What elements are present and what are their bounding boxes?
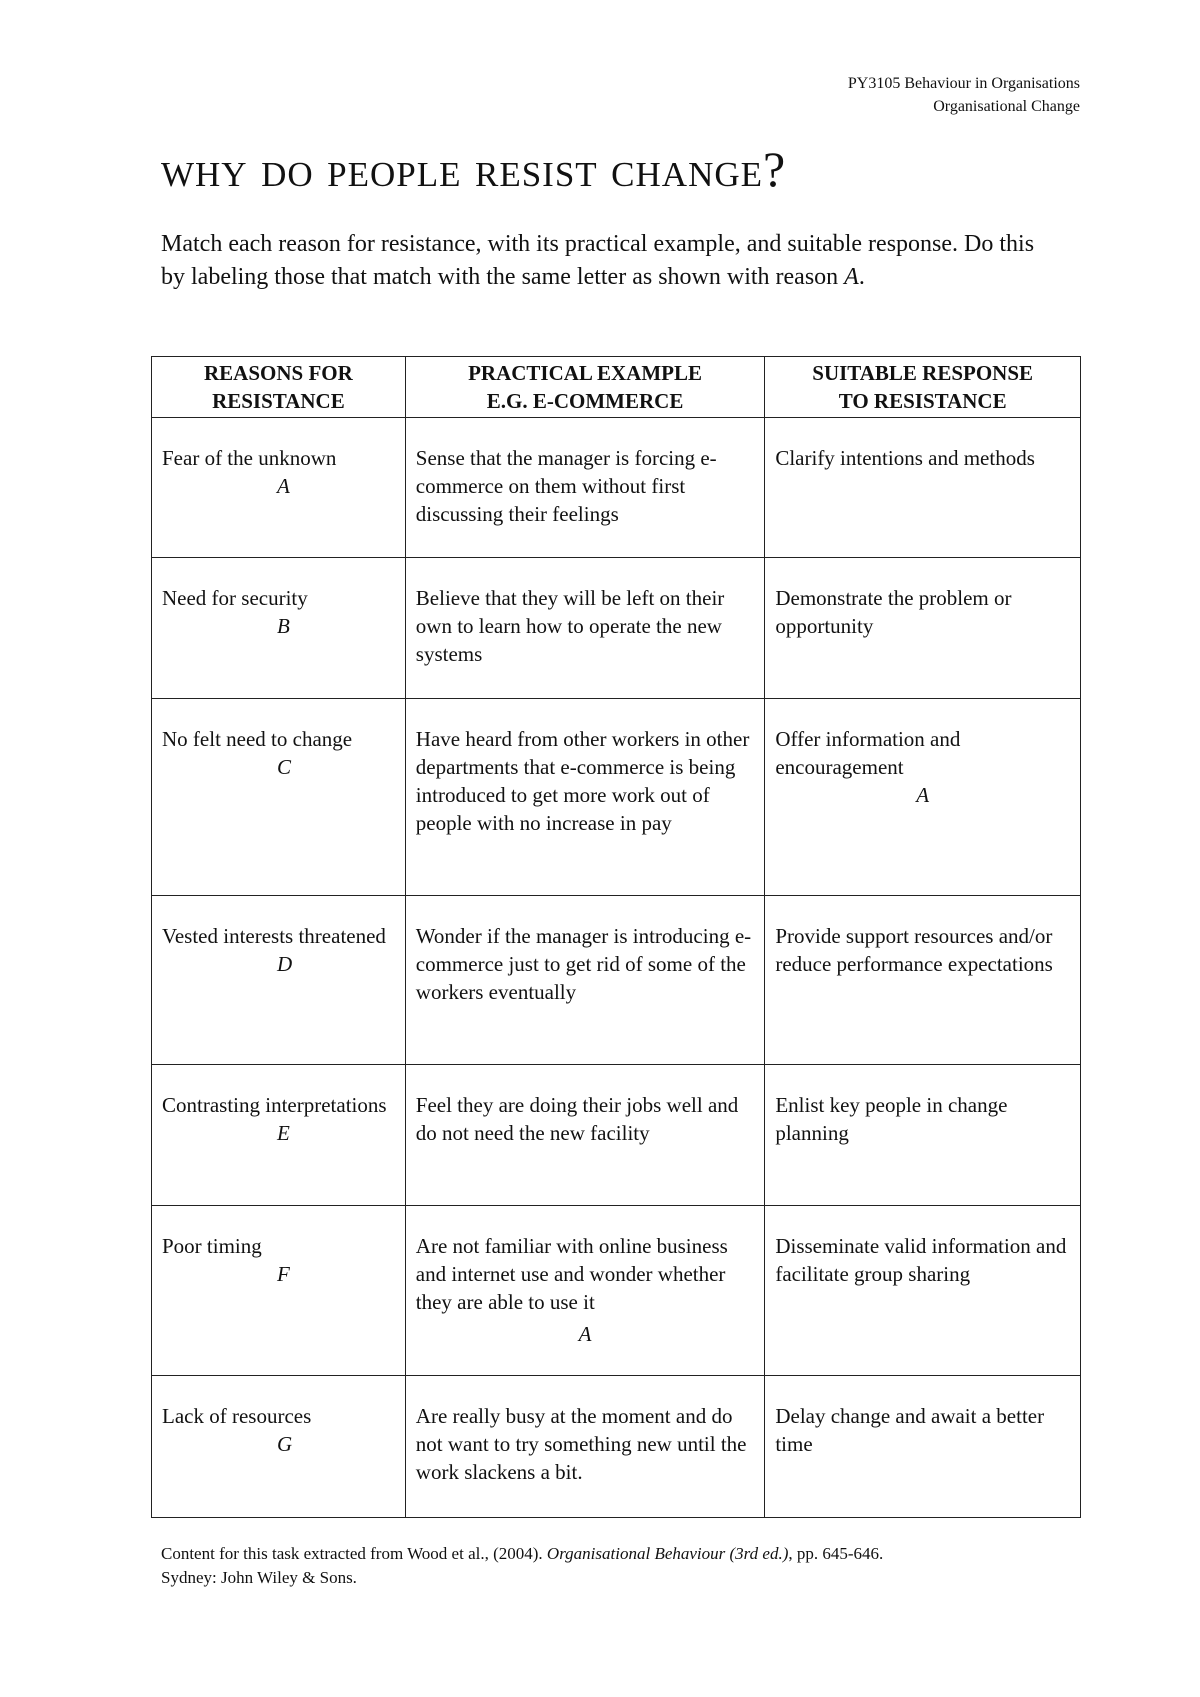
example-cell: [405, 558, 765, 699]
reason-letter: C: [277, 755, 292, 779]
example-text: Feel they are doing their jobs well and do not need the new facility: [415, 1093, 739, 1145]
table-row: [152, 1206, 1081, 1376]
citation-prefix: Content for this task extracted from Wood et al., (2004).: [161, 1544, 547, 1563]
reason-letter: G: [277, 1432, 293, 1456]
header-response: [765, 357, 1081, 418]
example-cell: [405, 1065, 765, 1206]
table-row: [152, 418, 1081, 558]
citation-footer: [161, 1542, 1061, 1590]
table-row: [152, 558, 1081, 699]
example-cell: [405, 418, 765, 558]
reason-cell: [152, 418, 406, 558]
example-text: Have heard from other workers in other departments that e-commerce is being introduced to get more work out of people with no increase in pay: [415, 727, 750, 835]
instructions-end: .: [858, 264, 865, 290]
response-text: Offer information and encouragement: [775, 727, 961, 779]
reason-cell: [152, 558, 406, 699]
course-name: PY3105 Behaviour in Organisations: [847, 75, 1080, 92]
response-cell: [765, 1065, 1081, 1206]
citation-line1: [161, 1542, 1061, 1566]
header-response-line1: SUITABLE RESPONSE: [812, 361, 1034, 385]
reason-letter: F: [277, 1262, 290, 1286]
reason-letter: B: [277, 614, 290, 638]
table-header-row: [152, 357, 1081, 418]
header-example-line2: E.G. E-COMMERCE: [486, 389, 684, 413]
table-row: [152, 1376, 1081, 1518]
response-cell: [765, 1376, 1081, 1518]
reason-text: Lack of resources: [162, 1404, 312, 1428]
page-title: why do people resist change?: [161, 141, 787, 197]
header-example: [405, 357, 765, 418]
matching-table: [151, 356, 1081, 1518]
response-letter: A: [916, 783, 930, 807]
response-text: Enlist key people in change planning: [775, 1093, 1008, 1145]
reason-cell: [152, 1376, 406, 1518]
reason-text: Fear of the unknown: [162, 446, 337, 470]
reason-cell: [152, 1065, 406, 1206]
example-cell: [405, 1206, 765, 1376]
example-text: Wonder if the manager is introducing e-commerce just to get rid of some of the workers eventually: [415, 924, 752, 1004]
example-text: Are really busy at the moment and do not want to try something new until the work slackens a bit.: [415, 1404, 747, 1484]
table-row: [152, 699, 1081, 896]
course-topic: Organisational Change: [933, 98, 1080, 115]
response-text: Provide support resources and/or reduce performance expectations: [775, 924, 1053, 976]
table-row: [152, 896, 1081, 1065]
reason-cell: [152, 699, 406, 896]
document-header: [848, 72, 1080, 118]
header-reasons-line1: REASONS FOR: [204, 361, 353, 385]
response-cell: [765, 1206, 1081, 1376]
citation-book: Organisational Behaviour (3rd ed.): [546, 1544, 789, 1563]
reason-text: No felt need to change: [162, 727, 353, 751]
response-cell: [765, 418, 1081, 558]
header-example-line1: PRACTICAL EXAMPLE: [468, 361, 703, 385]
header-reasons-line2: RESISTANCE: [212, 389, 345, 413]
table-row: [152, 1065, 1081, 1206]
response-cell: [765, 896, 1081, 1065]
reason-letter: D: [277, 952, 293, 976]
reason-cell: [152, 896, 406, 1065]
response-text: Clarify intentions and methods: [775, 446, 1035, 470]
instructions-text: Match each reason for resistance, with its practical example, and suitable response. Do this by labeling those that match with the same letter as shown with reason: [161, 231, 1035, 290]
response-text: Demonstrate the problem or opportunity: [775, 586, 1012, 638]
header-reasons: [152, 357, 406, 418]
response-text: Disseminate valid information and facilitate group sharing: [775, 1234, 1067, 1286]
response-text: Delay change and await a better time: [775, 1404, 1045, 1456]
reason-text: Contrasting interpretations: [162, 1093, 387, 1117]
reason-cell: [152, 1206, 406, 1376]
reason-letter: E: [277, 1121, 290, 1145]
reason-text: Vested interests threatened: [162, 924, 386, 948]
example-text: Are not familiar with online business and internet use and wonder whether they are able to use it: [415, 1234, 728, 1314]
example-cell: [405, 699, 765, 896]
response-cell: [765, 699, 1081, 896]
instructions-letter: A: [844, 264, 859, 290]
response-cell: [765, 558, 1081, 699]
reason-letter: A: [277, 474, 290, 498]
example-letter: A: [578, 1322, 592, 1346]
reason-text: Need for security: [162, 586, 308, 610]
instructions: [161, 228, 1041, 294]
header-response-line2: TO RESISTANCE: [838, 389, 1007, 413]
example-text: Believe that they will be left on their own to learn how to operate the new systems: [415, 586, 725, 666]
example-cell: [405, 1376, 765, 1518]
citation-line2: Sydney: John Wiley & Sons.: [161, 1568, 357, 1587]
example-text: Sense that the manager is forcing e-commerce on them without first discussing their feelings: [415, 446, 717, 526]
reason-text: Poor timing: [162, 1234, 262, 1258]
citation-pages: , pp. 645-646.: [788, 1544, 884, 1563]
example-cell: [405, 896, 765, 1065]
